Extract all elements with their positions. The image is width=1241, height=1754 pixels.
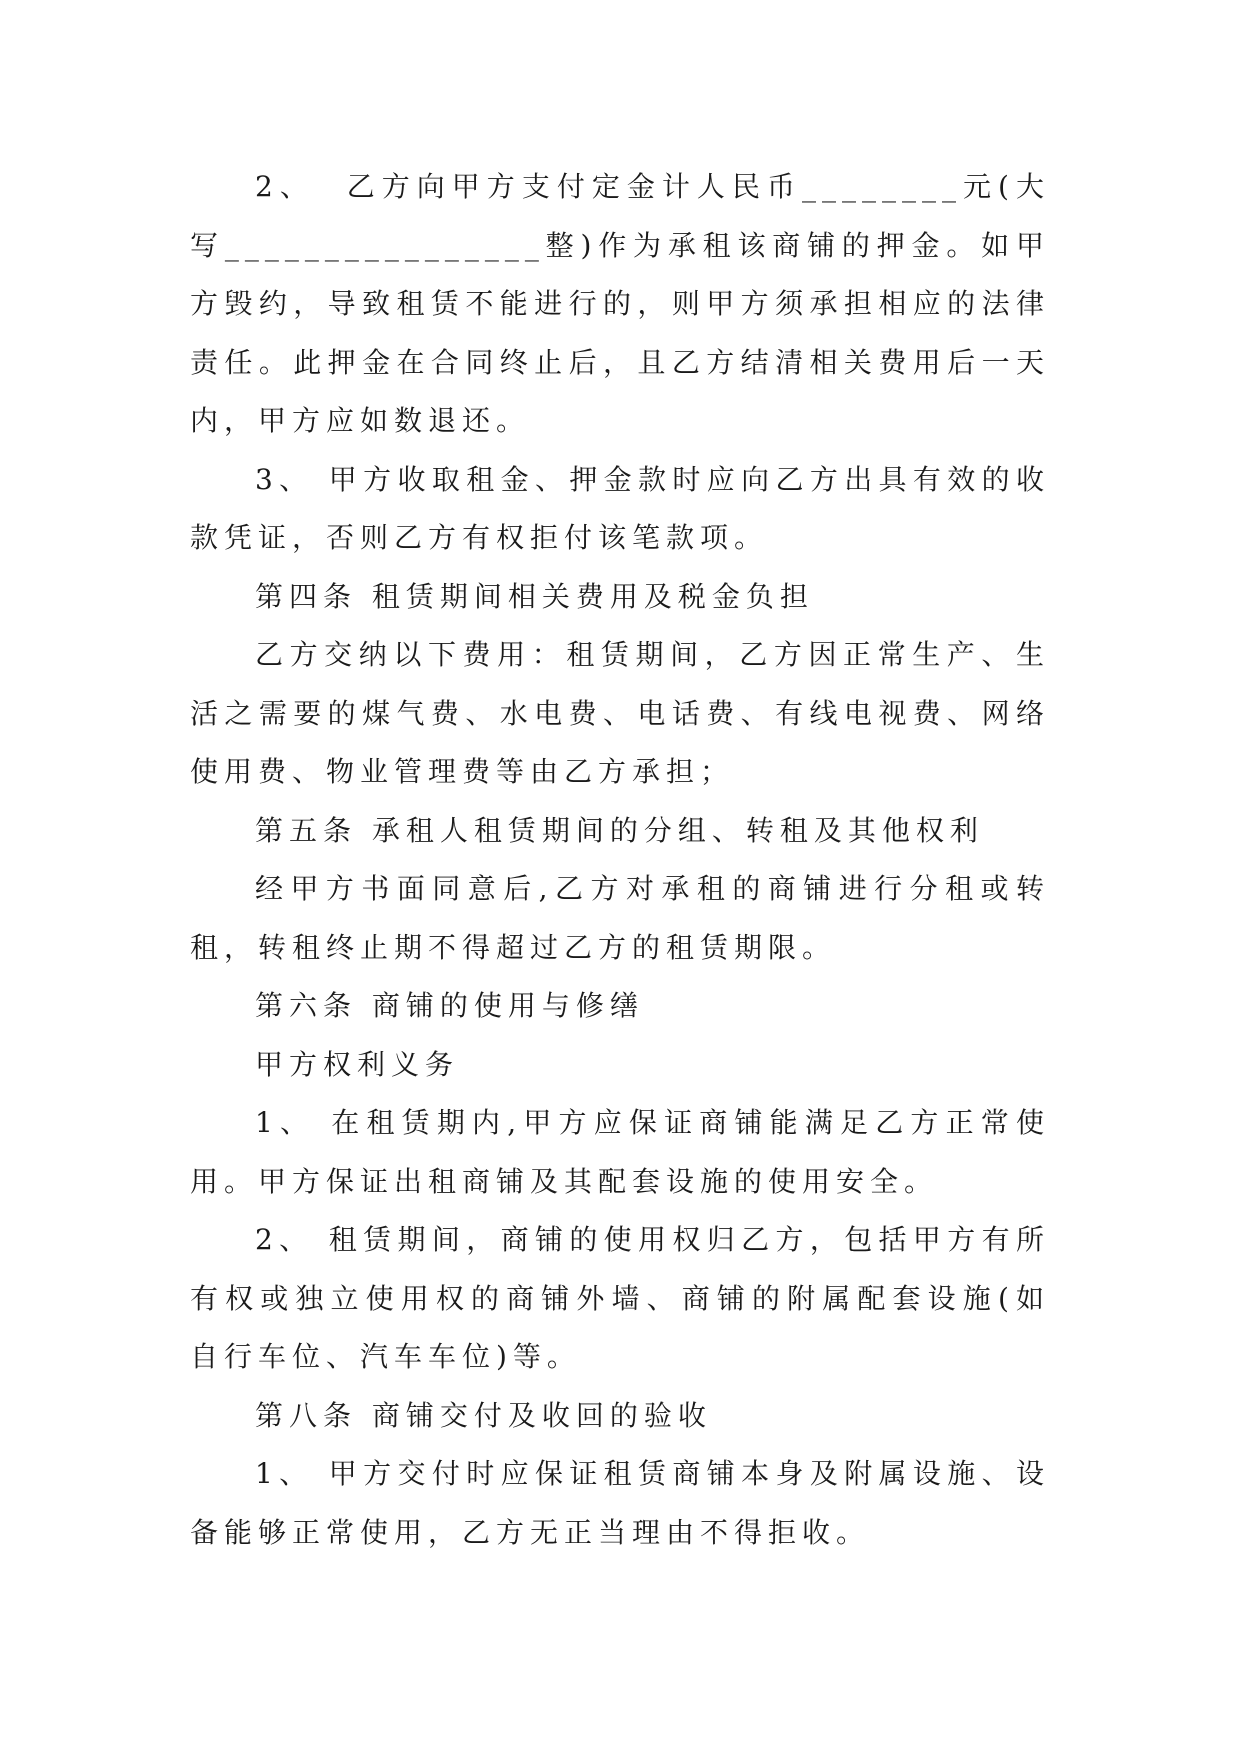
paragraph-delivery: 1、 甲方交付时应保证租赁商铺本身及附属设施、设备能够正常使用，乙方无正当理由不得拒收。: [190, 1457, 1050, 1549]
article-four-heading: 第四条 租赁期间相关费用及税金负担: [255, 579, 814, 613]
article-eight-heading: 第八条 商铺交付及收回的验收: [255, 1398, 712, 1432]
paragraph-receipt: 3、 甲方收取租金、押金款时应向乙方出具有效的收款凭证，否则乙方有权拒付该笔款项。: [190, 462, 1050, 554]
lessor-rights-heading: 甲方权利义务: [255, 1047, 460, 1081]
paragraph-lessor-guarantee: 1、 在租赁期内,甲方应保证商铺能满足乙方正常使用。甲方保证出租商铺及其配套设施的使用安全。: [190, 1106, 1050, 1198]
document-page: [190, 158, 1050, 1562]
article-six-heading: 第六条 商铺的使用与修缮: [255, 989, 644, 1022]
paragraph-use-rights: 2、 租赁期间，商铺的使用权归乙方，包括甲方有所有权或独立使用权的商铺外墙、商铺的附属配套设施(如自行车位、汽车车位)等。: [190, 1223, 1050, 1373]
paragraph-fees: 乙方交纳以下费用：租赁期间，乙方因正常生产、生活之需要的煤气费、水电费、电话费、有线电视费、网络使用费、物业管理费等由乙方承担；: [190, 638, 1050, 788]
paragraph-sublease: 经甲方书面同意后,乙方对承租的商铺进行分租或转租，转租终止期不得超过乙方的租赁期限。: [190, 872, 1050, 964]
article-five-heading: 第五条 承租人租赁期间的分组、转租及其他权利: [255, 813, 984, 847]
paragraph-deposit: 2、 乙方向甲方支付定金计人民币________元(大写________________整)作为承租该商铺的押金。如甲方毁约，导致租赁不能进行的，则甲方须承担相应的法律责任。此押金在合同终止后，且乙方结清相关费用后一天内，甲方应如数退还。: [190, 170, 1050, 437]
